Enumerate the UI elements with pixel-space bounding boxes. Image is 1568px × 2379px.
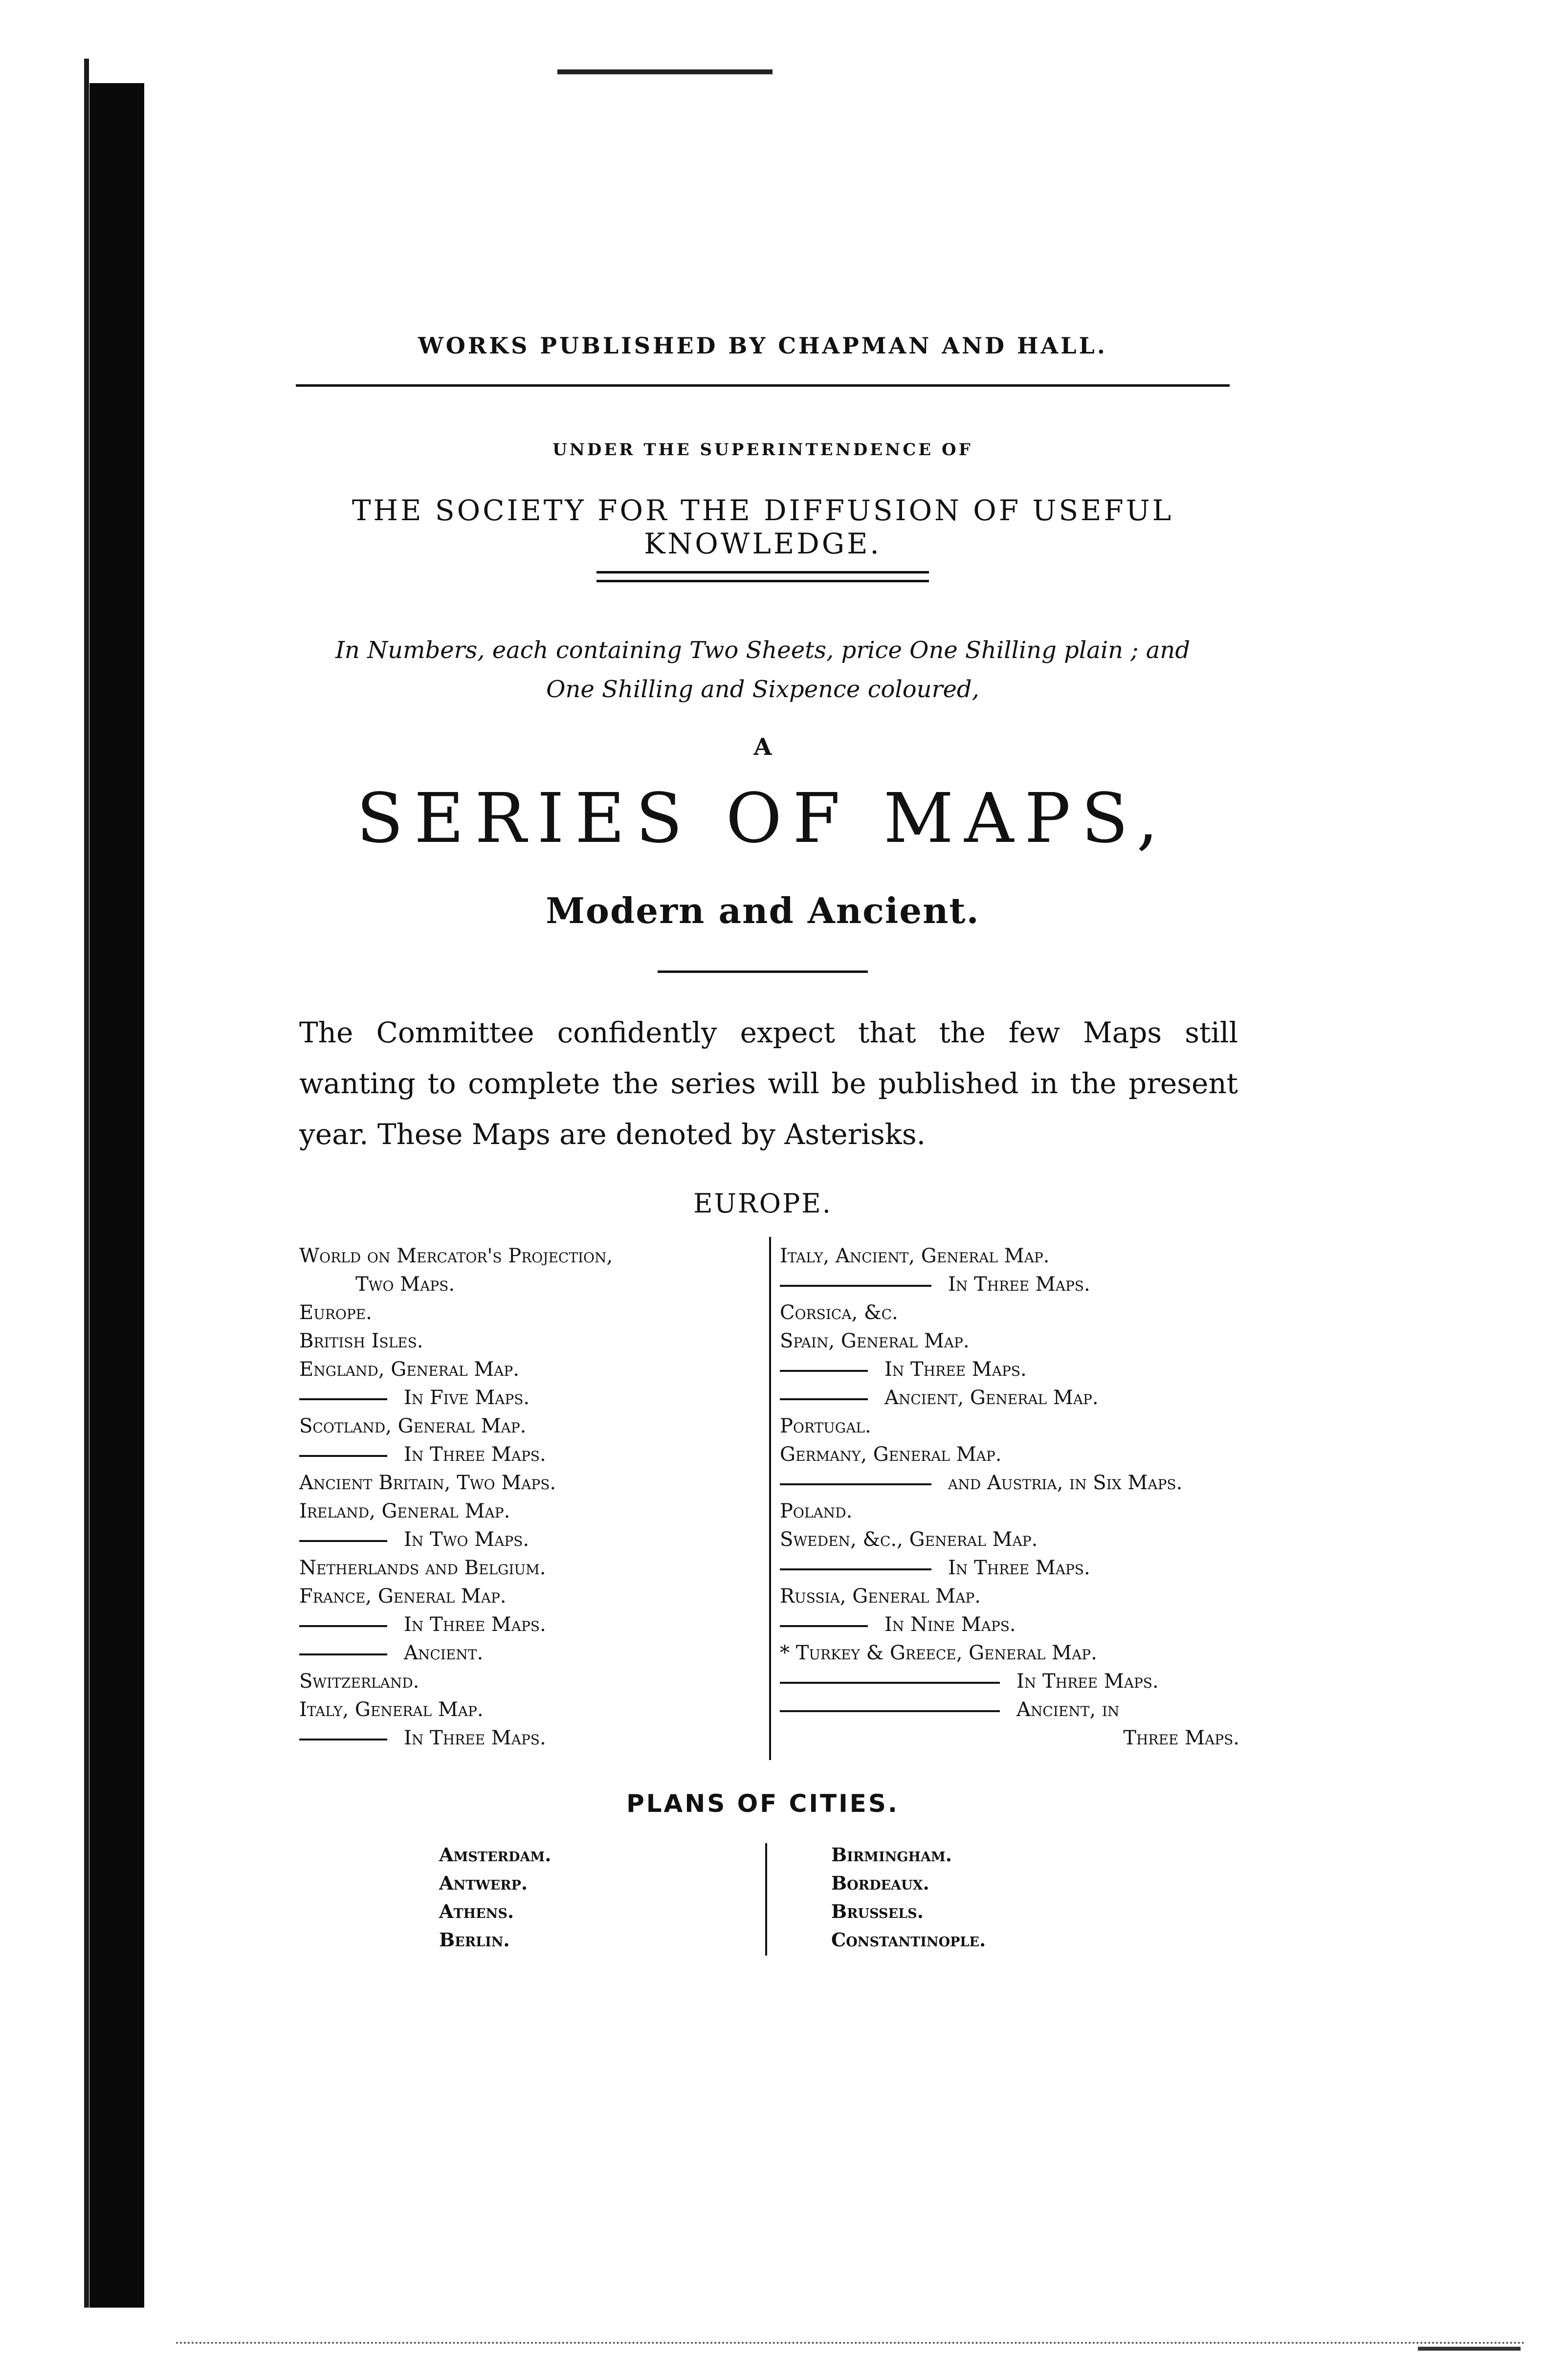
superintendence-line: UNDER THE SUPERINTENDENCE OF (552, 440, 973, 460)
map-list-item (299, 1525, 764, 1554)
map-list-item-label: Poland. (780, 1500, 853, 1522)
committee-paragraph: The Committee confidently expect that the few Maps still wanting to complete the series will be published in the present year. These Maps are denoted by Asterisks. (299, 1016, 1238, 1151)
subtitle: Modern and Ancient. (546, 890, 980, 931)
map-list-item-label: In Five Maps. (404, 1387, 530, 1409)
map-list-item (780, 1327, 1239, 1355)
map-list-item-label: Russia, General Map. (780, 1585, 981, 1608)
map-list-item-label: and Austria, in Six Maps. (948, 1472, 1183, 1494)
map-list-item (299, 1242, 764, 1270)
city-plan-item: Berlin. (439, 1929, 510, 1951)
map-list-item (299, 1469, 764, 1497)
publisher-header: WORKS PUBLISHED BY CHAPMAN AND HALL. (418, 332, 1107, 359)
ditto-dash (299, 1739, 387, 1740)
map-list-item (299, 1440, 764, 1469)
map-list-item-label: Portugal. (780, 1415, 871, 1437)
top-mark (557, 69, 773, 74)
map-list-item-label: Germany, General Map. (780, 1443, 1002, 1466)
city-plan-item: Amsterdam. (439, 1844, 552, 1866)
ditto-dash (780, 1625, 868, 1627)
ditto-dash (780, 1285, 931, 1287)
map-list-item (780, 1242, 1239, 1270)
article-a: A (753, 733, 772, 761)
map-list-item (299, 1299, 764, 1327)
map-list-item-label: Spain, General Map. (780, 1330, 970, 1352)
map-list-item-label: Ancient Britain, Two Maps. (299, 1472, 556, 1494)
city-plan-item: Brussels. (831, 1900, 924, 1922)
map-list-item (780, 1582, 1239, 1610)
binding-edge (89, 83, 144, 2308)
map-list-item-label: Sweden, &c., General Map. (780, 1528, 1038, 1551)
ditto-dash (780, 1398, 868, 1400)
pricing-text (293, 631, 1232, 709)
map-list-item (780, 1525, 1239, 1554)
ditto-dash (780, 1682, 1000, 1684)
double-rule-top (596, 571, 929, 573)
map-list-item (780, 1724, 1239, 1752)
map-list-item-label: * Turkey & Greece, General Map. (780, 1642, 1097, 1664)
bottom-edge-mark (1418, 2347, 1521, 2351)
map-list-item-label: In Three Maps. (884, 1358, 1027, 1381)
ditto-dash (780, 1370, 868, 1372)
europe-list-left (299, 1242, 764, 1752)
city-plan-item: Bordeaux. (831, 1872, 929, 1894)
ditto-dash (780, 1568, 931, 1570)
society-name: THE SOCIETY FOR THE DIFFUSION OF USEFUL KNOWLEDGE. (352, 494, 1174, 560)
double-rule-bottom (596, 580, 929, 582)
map-list-item-label: In Three Maps. (404, 1613, 546, 1636)
map-list-item-label: World on Mercator's Projection, (299, 1245, 613, 1267)
map-list-item-label: Ancient, General Map. (884, 1387, 1099, 1409)
map-list-item-label: Scotland, General Map. (299, 1415, 527, 1437)
subtitle-rule (658, 970, 868, 973)
map-list-item-label: France, General Map. (299, 1585, 507, 1608)
map-list-item-label: Italy, General Map. (299, 1698, 484, 1721)
plans-heading: PLANS OF CITIES. (626, 1789, 899, 1818)
header-rule (296, 384, 1230, 387)
map-list-item-label: British Isles. (299, 1330, 423, 1352)
map-list-item-label: Europe. (299, 1301, 372, 1324)
map-list-item-label: England, General Map. (299, 1358, 519, 1381)
map-list-item (780, 1469, 1239, 1497)
map-list-item-label: In Two Maps. (404, 1528, 530, 1551)
map-list-item (299, 1497, 764, 1525)
map-list-item-label: Two Maps. (355, 1273, 455, 1296)
ditto-dash (299, 1540, 387, 1542)
map-list-item (299, 1554, 764, 1582)
map-list-item (780, 1610, 1239, 1639)
map-list-item (780, 1497, 1239, 1525)
map-list-item (780, 1667, 1239, 1696)
map-list-item (299, 1270, 764, 1299)
map-list-item (299, 1724, 764, 1752)
map-list-item (299, 1384, 764, 1412)
map-list-item-label: Italy, Ancient, General Map. (780, 1245, 1050, 1267)
map-list-item (299, 1667, 764, 1696)
pricing-line-2: One Shilling and Sixpence coloured, (546, 676, 979, 703)
europe-heading: EUROPE. (693, 1188, 832, 1219)
ditto-dash (780, 1710, 1000, 1712)
map-list-item-label: In Three Maps. (404, 1443, 546, 1466)
city-plan-item: Birmingham. (831, 1844, 952, 1866)
map-list-item (780, 1384, 1239, 1412)
map-list-item-label: Ancient. (404, 1642, 484, 1664)
map-list-item (299, 1610, 764, 1639)
europe-list-right (780, 1242, 1239, 1752)
map-list-item (299, 1355, 764, 1384)
city-plan-item: Antwerp. (439, 1872, 528, 1894)
map-list-item (780, 1696, 1239, 1724)
series-title: SERIES OF MAPS, (356, 779, 1169, 859)
map-list-item-label: Three Maps. (1123, 1727, 1239, 1749)
map-list-item (299, 1582, 764, 1610)
map-list-item (299, 1639, 764, 1667)
ditto-dash (299, 1625, 387, 1627)
map-list-item (780, 1639, 1239, 1667)
plans-list-right (831, 1841, 1173, 1954)
map-list-item-label: Switzerland. (299, 1670, 420, 1693)
map-list-item (780, 1554, 1239, 1582)
binding-edge-shadow (84, 59, 89, 2308)
map-list-item-label: Netherlands and Belgium. (299, 1557, 546, 1579)
map-list-item-label: Ireland, General Map. (299, 1500, 510, 1522)
map-list-item-label: Ancient, in (1016, 1698, 1120, 1721)
map-list-item (780, 1299, 1239, 1327)
map-list-item-label: In Three Maps. (404, 1727, 546, 1749)
city-plan-item: Athens. (439, 1900, 514, 1922)
ditto-dash (780, 1483, 931, 1485)
ditto-dash (299, 1455, 387, 1457)
map-list-item (299, 1696, 764, 1724)
map-list-item-label: In Three Maps. (948, 1273, 1090, 1296)
plans-divider (765, 1843, 767, 1956)
pricing-line-1: In Numbers, each containing Two Sheets, price One Shilling plain ; and (335, 637, 1191, 664)
map-list-item (780, 1270, 1239, 1299)
map-list-item-label: In Nine Maps. (884, 1613, 1016, 1636)
ditto-dash (299, 1398, 387, 1400)
plans-list-left (439, 1841, 732, 1954)
column-divider (769, 1237, 771, 1760)
map-list-item-label: In Three Maps. (948, 1557, 1090, 1579)
ditto-dash (299, 1653, 387, 1655)
map-list-item-label: In Three Maps. (1016, 1670, 1159, 1693)
map-list-item (780, 1440, 1239, 1469)
map-list-item (780, 1355, 1239, 1384)
bottom-edge-marks (176, 2342, 1525, 2346)
map-list-item (299, 1327, 764, 1355)
map-list-item (780, 1412, 1239, 1440)
map-list-item-label: Corsica, &c. (780, 1301, 898, 1324)
map-list-item (299, 1412, 764, 1440)
city-plan-item: Constantinople. (831, 1929, 986, 1951)
